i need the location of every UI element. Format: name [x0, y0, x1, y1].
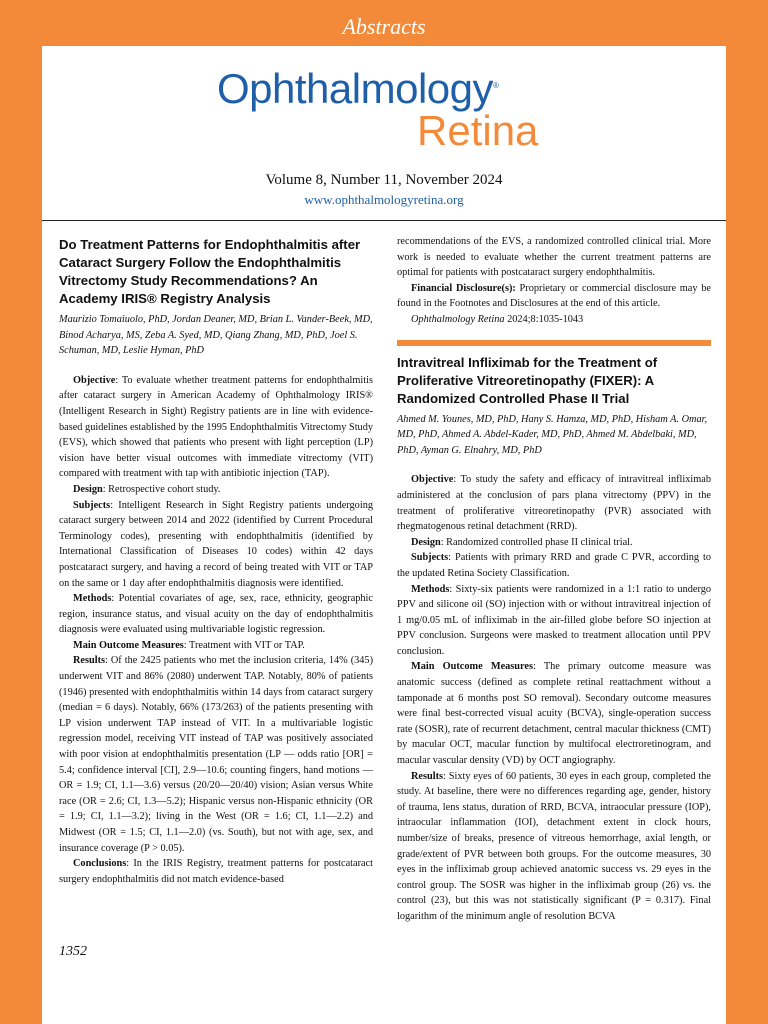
article1-design: Design: Retrospective cohort study.: [73, 483, 221, 495]
article1-authors: Maurizio Tomaiuolo, PhD, Jordan Deaner, MD, Brian L. Vander-Beek, MD, Binod Acharya, MS, Zeba A. Syed, MD, Qiang Zhang, MD, PhD, Joel S. Schuman, MD, Leslie Hyman, PhD: [59, 314, 373, 357]
article2-authors: Ahmed M. Younes, MD, PhD, Hany S. Hamza, MD, PhD, Hisham A. Omar, MD, PhD, Ahmed A. Abdel-Kader, MD, PhD, Ahmed M. Abdelbaki, MD, PhD, Ayman G. Elnahry, MD, PhD: [397, 413, 708, 456]
article2-methods: Methods: Sixty-six patients were randomized in a 1:1 ratio to undergo PPV and silicone oil (SO) injection with or without intravitreal injection of 1 mg/0.05 mL of infliximab in the air-filled globe before SO injection at PPV conclusion. Surgeons were masked to treatment allocation until PPV conclusion.: [397, 583, 711, 657]
article1-citation: Ophthalmology Retina 2024;8:1035-1043: [411, 313, 584, 325]
article1-conclusions-continued: recommendations of the EVS, a randomized controlled clinical trial. More work is needed to evaluate whether the current treatment patterns are optimal for patients with postcataract surgery endophthalmitis.: [397, 236, 711, 279]
journal-page: [42, 46, 726, 1024]
section-banner-text: Abstracts: [342, 14, 426, 39]
article2-subjects: Subjects: Patients with primary RRD and grade C PVR, according to the updated Retina Society Classification.: [397, 552, 711, 579]
article2-objective: Objective: To study the safety and efficacy of intravitreal infliximab administered at the conclusion of pars plana vitrectomy (PPV) in the treatment of proliferative vitreoretinopathy (PVR) associated with rhegmatogenous retinal detachment (RRD).: [397, 474, 711, 533]
journal-logo-line2: Retina: [417, 107, 539, 154]
issue-info: Volume 8, Number 11, November 2024: [265, 172, 503, 188]
article2-design: Design: Randomized controlled phase II clinical trial.: [411, 536, 633, 548]
article1-outcome: Main Outcome Measures: Treatment with VIT or TAP.: [73, 639, 305, 651]
page-number: 1352: [59, 944, 87, 959]
left-column: [59, 236, 373, 887]
article1-methods: Methods: Potential covariates of age, sex, race, ethnicity, geographic region, insurance status, and visual acuity on the day of endophthalmitis diagnosis were evaluated using multivariable logistic regression.: [59, 593, 373, 636]
journal-website-link[interactable]: www.ophthalmologyretina.org: [304, 192, 464, 207]
article1-title: Do Treatment Patterns for Endophthalmitis after Cataract Surgery Follow the Endophthalmitis Vitrectomy Study Recommendations? An Academy IRIS® Registry Analysis: [59, 237, 361, 306]
article2-title: Intravitreal Infliximab for the Treatment of Proliferative Vitreoretinopathy (FIXER): A Randomized Controlled Phase II Trial: [397, 354, 658, 406]
journal-logo-line1: Ophthalmology®: [217, 65, 499, 112]
header-divider: [42, 220, 726, 221]
article1-conclusions: Conclusions: In the IRIS Registry, treatment patterns for postcataract surgery endophthalmitis did not match evidence-based: [59, 858, 373, 885]
masthead: [42, 46, 726, 236]
section-banner: [0, 0, 768, 46]
right-column: [397, 234, 711, 925]
article1-objective: Objective: To evaluate whether treatment patterns for endophthalmitis after cataract surgery in American Academy of Ophthalmology IRIS® (Intelligent Research in Sight) Registry patients are in line with evidence-based guidelines established by the 1995 Endophthalmitis Vitrectomy Study (EVS), which showed that patients who present with light perception (LP) vision have better visual outcomes with immediate vitrectomy (VIT) compared with treatment with tap with antibiotic injection (TAP).: [59, 374, 373, 480]
article1-results: Results: Of the 2425 patients who met the inclusion criteria, 14% (345) underwent VIT and 86% (2080) underwent TAP. Notably, 80% of patients (1946) presented with endophthalmitis within 14 days from cataract surgery (median = 6 days). Notably, 66% (173/263) of the patients presenting with LP vision underwent TAP instead of VIT. In a multivariable logistic regression model, receiving VIT instead of TAP was positively associated with poor vision at endophthalmitis presentation (LP — odds ratio [OR] = 5.4; confidence interval [CI], 2.9—10.6; counting fingers, hand motions — OR = 1.9; CI, 1.1—3.6) versus (20/20—20/40) vision; Asian versus White race (OR = 2.6; CI, 1.3—5.2); Hispanic versus non-Hispanic ethnicity (OR = 1.9; CI, 1.1—3.2); living in the West (OR = 1.6; CI, 1.1—2.2) and Midwest (OR = 1.5; CI, 1.1—2.0) (vs. South), but not with age, sex, and insurance coverage (P > 0.05).: [59, 655, 373, 854]
article-separator-bar: [397, 340, 711, 346]
article1-disclosure: Financial Disclosure(s): Proprietary or commercial disclosure may be found in the Footnotes and Disclosures at the end of this article.: [397, 282, 711, 310]
article2-results: Results: Sixty eyes of 60 patients, 30 eyes in each group, completed the study. At baseline, there were no differences regarding age, gender, history of trauma, lens status, duration of RRD, BCVA, intraocular pressure (IOP), intraocular inflammation (IOI), detachment extent in clock hours, number/size of breaks, presence of vitreous hemorrhage, axial length, or grade/extent of PVR between both groups. For the outcome measures, 30 eyes in the infliximab group achieved anatomic success vs. 29 eyes in the control group. The SOSR was higher in the infliximab group (26) vs. the control (23), but this was not statistically significant (P = 0.317). Final logarithm of the minimum angle of resolution BCVA: [397, 770, 711, 922]
registered-mark: ®: [493, 81, 499, 90]
article2-outcome: Main Outcome Measures: The primary outcome measure was anatomic success (defined as complete retinal reattachment without a tamponade at 6 months post SO removal). Secondary outcome measures were final best-corrected visual acuity (BCVA), single-operation success rate (SOSR), rate of recurrent detachment, central macular thickness (CMT) by macular OCT, macular function by multifocal electroretinogram, and macular vascular density (VD) by OCT angiography.: [397, 661, 711, 767]
article1-subjects: Subjects: Intelligent Research in Sight Registry patients undergoing cataract surgery between 2014 and 2022 (identified by Current Procedural Terminology codes), presenting with endophthalmitis (identified by International Classification of Diseases 10 codes) within 42 days postcataract surgery, and having a record of being treated with VIT or TAP on the same or 1 day after endophthalmitis diagnosis were identified.: [59, 499, 373, 589]
